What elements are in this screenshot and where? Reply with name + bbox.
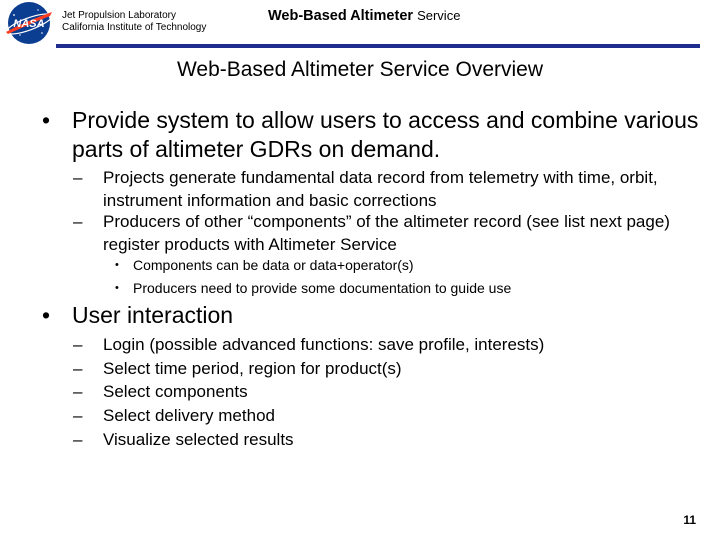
institute-name: California Institute of Technology <box>62 22 207 33</box>
bullet-level2 <box>73 404 683 427</box>
bullet-text: Login (possible advanced functions: save profile, interests) <box>103 335 545 354</box>
bullet-text: Select time period, region for product(s) <box>103 359 402 378</box>
bullet-level1 <box>42 301 702 330</box>
bullet-text: Select delivery method <box>103 406 275 425</box>
header-title-regular: Service <box>417 8 461 23</box>
dash-marker: – <box>73 382 83 401</box>
bullet-level2 <box>73 333 683 356</box>
bullet-marker: • <box>115 282 119 294</box>
bullet-text: Components can be data or data+operator(s) <box>133 257 414 273</box>
bullet-level2 <box>73 380 683 403</box>
bullet-text: Provide system to allow users to access and combine various parts of altimeter GDRs on demand. <box>72 107 699 162</box>
bullet-level3 <box>115 279 675 297</box>
bullet-text: Producers of other “components” of the altimeter record (see list next page) register products with Altimeter Service <box>103 212 670 254</box>
bullet-level2 <box>73 357 683 380</box>
dash-marker: – <box>73 335 83 354</box>
dash-marker: – <box>73 430 83 449</box>
header-rule <box>56 44 700 48</box>
bullet-text: Projects generate fundamental data record from telemetry with time, orbit, instrument information and basic corrections <box>103 168 658 210</box>
bullet-text: Select components <box>103 382 248 401</box>
header-title <box>268 8 460 24</box>
bullet-level2 <box>73 166 683 212</box>
slide-title: Web-Based Altimeter Service Overview <box>176 58 544 81</box>
bullet-level2 <box>73 428 683 451</box>
dash-marker: – <box>73 212 83 231</box>
bullet-text: Visualize selected results <box>103 430 294 449</box>
header-title-bold: Web-Based Altimeter <box>268 8 414 24</box>
bullet-marker: • <box>42 107 51 133</box>
bullet-text: Producers need to provide some documentation to guide use <box>133 280 512 296</box>
bullet-level3 <box>115 256 675 274</box>
nasa-logo-text: NASA <box>13 18 45 30</box>
nasa-logo <box>2 0 56 46</box>
lab-name: Jet Propulsion Laboratory <box>62 10 176 21</box>
page-number: 11 <box>683 513 696 527</box>
bullet-level2 <box>73 210 683 256</box>
bullet-marker: • <box>42 302 51 328</box>
dash-marker: – <box>73 359 83 378</box>
bullet-marker: • <box>115 259 119 271</box>
dash-marker: – <box>73 168 83 187</box>
bullet-text: User interaction <box>72 302 234 328</box>
bullet-level1 <box>42 106 702 164</box>
dash-marker: – <box>73 406 83 425</box>
